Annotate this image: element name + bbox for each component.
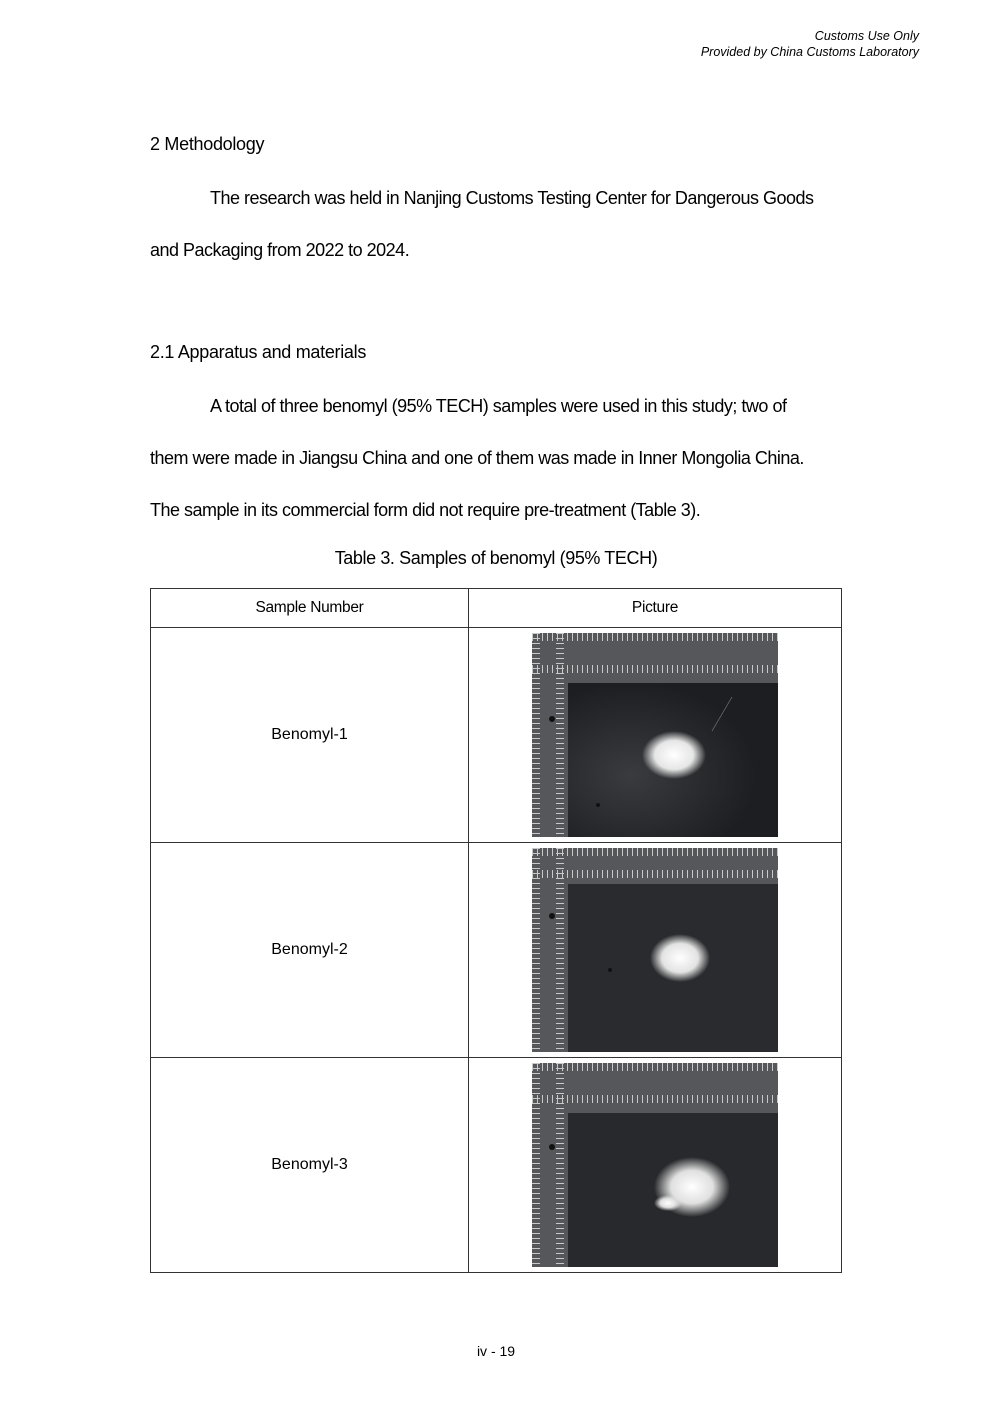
page-header	[701, 28, 919, 60]
picture-cell	[469, 1058, 842, 1273]
subsection-heading: 2.1 Apparatus and materials	[150, 342, 367, 362]
column-header-picture: Picture	[469, 589, 842, 628]
header-line-2: Provided by China Customs Laboratory	[700, 45, 919, 59]
table-header-row	[151, 589, 842, 628]
picture-cell	[469, 628, 842, 843]
sample-number-cell: Benomyl-2	[151, 843, 469, 1058]
subsection-paragraph	[150, 380, 844, 536]
sample-number-cell: Benomyl-1	[151, 628, 469, 843]
paragraph-line: The sample in its commercial form did not require pre-treatment (Table 3).	[150, 500, 701, 520]
benomyl-3-photo	[532, 1063, 778, 1267]
page-number: iv - 19	[476, 1343, 516, 1359]
paragraph-line: and Packaging from 2022 to 2024.	[150, 240, 410, 260]
table-row	[151, 628, 842, 843]
paragraph-line: A total of three benomyl (95% TECH) samples were used in this study; two of	[210, 396, 787, 416]
section-paragraph	[150, 172, 844, 276]
sample-number-cell: Benomyl-3	[151, 1058, 469, 1273]
paragraph-line: The research was held in Nanjing Customs Testing Center for Dangerous Goods	[210, 188, 814, 208]
table-caption: Table 3. Samples of benomyl (95% TECH)	[334, 548, 658, 568]
table-row	[151, 1058, 842, 1273]
benomyl-1-photo	[532, 633, 778, 837]
section-heading: 2 Methodology	[150, 134, 265, 154]
picture-cell	[469, 843, 842, 1058]
column-header-sample-number: Sample Number	[151, 589, 469, 628]
samples-table	[150, 588, 842, 1273]
paragraph-line: them were made in Jiangsu China and one of them was made in Inner Mongolia China.	[150, 448, 804, 468]
benomyl-2-photo	[532, 848, 778, 1052]
header-line-1: Customs Use Only	[814, 29, 919, 43]
table-row	[151, 843, 842, 1058]
